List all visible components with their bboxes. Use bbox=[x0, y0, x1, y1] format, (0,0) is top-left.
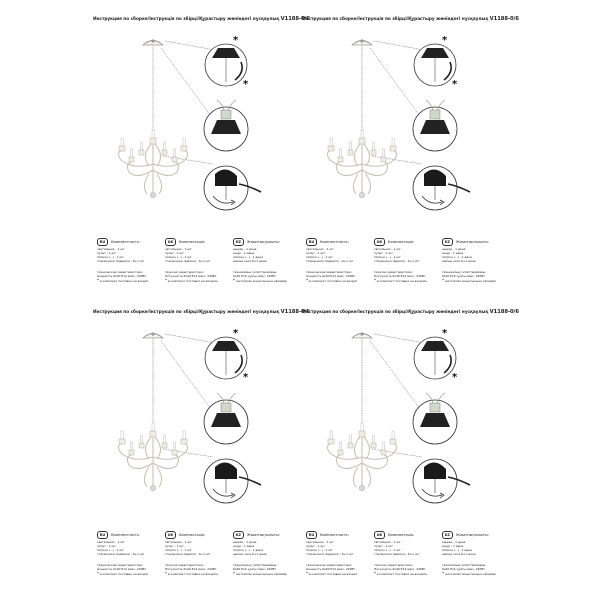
tech-line: мощность 6x40 Е14 макс. 240Вт bbox=[97, 274, 147, 278]
col-uk bbox=[374, 521, 440, 591]
list-item: патрон (...) - 1 шт bbox=[97, 548, 124, 552]
list-item: пульт - 1 шт. bbox=[97, 251, 117, 255]
list-item: світильник - 1 шт bbox=[374, 248, 401, 251]
tech-line: мощность 6x40 Е14 макс. 240Вт bbox=[306, 274, 356, 278]
star-icon: * bbox=[165, 277, 167, 283]
tech-line: 6x40 Е14 қуаты макс. 240Вт bbox=[442, 567, 485, 571]
list-item: стаканчики подвески - 6+1 шт bbox=[306, 552, 354, 556]
list-item: патрон (...) - 1 шт bbox=[306, 255, 333, 259]
col-ru bbox=[306, 228, 372, 298]
list-item: пульт - 1 шт. bbox=[97, 544, 117, 548]
col-ru bbox=[306, 521, 372, 591]
tech-line: 6x40 Е14 қуаты макс. 240Вт bbox=[233, 567, 276, 571]
lang-badge-uk: UK bbox=[374, 238, 385, 245]
callout-star-icon: * bbox=[442, 328, 448, 339]
list-item: світильник - 1 шт bbox=[165, 248, 192, 251]
col-kz bbox=[442, 228, 508, 298]
list-item: шағын кесе 6+1 дана bbox=[233, 259, 267, 263]
tech-line: техникалық сипаттамалары: bbox=[233, 271, 278, 274]
assembly-illustration bbox=[93, 317, 303, 522]
col-uk bbox=[374, 228, 440, 298]
lang-badge-uk: UK bbox=[165, 531, 176, 538]
list-item: шырақ - 1 дана bbox=[233, 248, 257, 251]
list-item: стаканчики підвіски - 6+1 шт bbox=[374, 259, 420, 263]
list-item: стаканчики підвіски - 6+1 шт bbox=[165, 552, 211, 556]
list-item: шнур - 1 дана bbox=[233, 251, 255, 255]
callout-star-icon: * bbox=[233, 35, 239, 46]
list-item: стаканчики подвески - 6+1 шт bbox=[97, 552, 145, 556]
callout-star-icon: * bbox=[243, 79, 249, 90]
list-item: шырақ - 1 дана bbox=[442, 248, 466, 251]
list-item: світильник - 1 шт bbox=[374, 541, 401, 544]
list-item: светильник - 1 шт bbox=[306, 541, 334, 544]
tech-line: 6x40 Е14 қуаты макс. 240Вт bbox=[442, 274, 485, 278]
list-item: пульт - 1 шт. bbox=[165, 251, 185, 255]
tech-line: технические характеристики: bbox=[306, 564, 353, 567]
col-kz bbox=[233, 521, 299, 591]
star-note: * в комплект поставки не входит bbox=[306, 277, 358, 283]
tech-line: техникалық сипаттамалары: bbox=[233, 564, 278, 567]
star-note: * в комплект поставки не входит bbox=[97, 570, 149, 576]
list-item: шағын кесе 6+1 дана bbox=[233, 552, 267, 556]
list-item: патрон (...) - 1 шт bbox=[165, 548, 192, 552]
col-heading: Жиынтықтылығы: bbox=[456, 533, 489, 537]
list-item: патрон (...) - 1 шт bbox=[374, 255, 401, 259]
list-item: стаканчики підвіски - 6+1 шт bbox=[165, 259, 211, 263]
list-item: пульт - 1 шт. bbox=[374, 544, 394, 548]
instruction-panel bbox=[93, 16, 310, 296]
star-note: * в комплект поставки не входить bbox=[374, 277, 428, 283]
assembly-illustration bbox=[302, 24, 512, 229]
list-item: шырақ - 1 дана bbox=[442, 541, 466, 544]
assembly-illustration bbox=[93, 24, 303, 229]
list-item: шырақ - 1 дана bbox=[233, 541, 257, 544]
star-icon: * bbox=[97, 277, 99, 283]
instruction-panel bbox=[93, 309, 310, 589]
col-heading: Жиынтықтылығы: bbox=[247, 533, 280, 537]
panel-title: Инструкция по сборке/Інструкція по збірці/Құрастыру жөніндегі нұсқаулық V1188-0/6 bbox=[302, 309, 519, 315]
star-note: * жеткізілім жиынтығына кірмейді bbox=[442, 570, 496, 576]
lang-badge-kz: KZ bbox=[442, 238, 453, 245]
list-item: светильник - 1 шт bbox=[97, 248, 125, 251]
list-item: шнур - 1 дана bbox=[442, 251, 464, 255]
col-heading: Комплектація: bbox=[388, 240, 415, 244]
col-heading: Комплектація: bbox=[179, 240, 206, 244]
star-icon: * bbox=[374, 277, 376, 283]
tech-line: мощность 6x40 Е14 макс. 240Вт bbox=[306, 567, 356, 571]
list-item: патрон (...) - 1 шт bbox=[306, 548, 333, 552]
star-icon: * bbox=[306, 277, 308, 283]
lang-badge-kz: KZ bbox=[233, 238, 244, 245]
lang-badge-kz: KZ bbox=[233, 531, 244, 538]
lang-badge-ru: RU bbox=[306, 238, 317, 245]
col-uk bbox=[165, 521, 231, 591]
star-icon: * bbox=[97, 570, 99, 576]
tech-line: технічні характеристики: bbox=[374, 564, 413, 567]
list-item: шағын кесе 6+1 дана bbox=[442, 552, 476, 556]
list-item: патрон (...) - 1 дана bbox=[442, 548, 472, 552]
star-note: * жеткізілім жиынтығына кірмейді bbox=[233, 570, 287, 576]
tech-line: 6x40 Е14 қуаты макс. 240Вт bbox=[233, 274, 276, 278]
list-item: стаканчики підвіски - 6+1 шт bbox=[374, 552, 420, 556]
list-item: пульт - 1 шт. bbox=[165, 544, 185, 548]
tech-line: технічні характеристики: bbox=[374, 271, 413, 274]
list-item: патрон (...) - 1 шт bbox=[374, 548, 401, 552]
list-item: шнур - 1 дана bbox=[233, 544, 255, 548]
instruction-panel bbox=[302, 16, 519, 296]
callout-star-icon: * bbox=[452, 372, 458, 383]
tech-line: технічні характеристики: bbox=[165, 564, 204, 567]
star-note: * в комплект поставки не входить bbox=[165, 570, 219, 576]
lang-badge-uk: UK bbox=[374, 531, 385, 538]
col-heading: Жиынтықтылығы: bbox=[456, 240, 489, 244]
star-note: * жеткізілім жиынтығына кірмейді bbox=[233, 277, 287, 283]
callout-star-icon: * bbox=[243, 372, 249, 383]
tech-line: мощность 6x40 Е14 макс. 240Вт bbox=[97, 567, 147, 571]
callout-star-icon: * bbox=[452, 79, 458, 90]
tech-line: технические характеристики: bbox=[97, 271, 144, 274]
tech-line: технические характеристики: bbox=[306, 271, 353, 274]
list-item: світильник - 1 шт bbox=[165, 541, 192, 544]
instruction-panel bbox=[302, 309, 519, 589]
panel-title: Инструкция по сборке/Інструкція по збірці/Құрастыру жөніндегі нұсқаулық V1188-0/6 bbox=[93, 309, 310, 315]
list-item: стаканчики подвески - 6+1 шт bbox=[97, 259, 145, 263]
list-item: патрон (...) - 1 дана bbox=[442, 255, 472, 259]
lang-badge-kz: KZ bbox=[442, 531, 453, 538]
list-item: стаканчики подвески - 6+1 шт bbox=[306, 259, 354, 263]
col-heading: Комплектность: bbox=[320, 533, 349, 537]
list-item: пульт - 1 шт. bbox=[374, 251, 394, 255]
list-item: патрон (...) - 1 дана bbox=[233, 548, 263, 552]
star-note: * в комплект поставки не входить bbox=[165, 277, 219, 283]
star-icon: * bbox=[233, 277, 235, 283]
col-kz bbox=[442, 521, 508, 591]
col-kz bbox=[233, 228, 299, 298]
assembly-illustration bbox=[302, 317, 512, 522]
tech-line: Потужність 6x40 Е14 макс. 240Вт bbox=[165, 567, 217, 571]
lang-badge-uk: UK bbox=[165, 238, 176, 245]
col-heading: Комплектность: bbox=[320, 240, 349, 244]
col-heading: Комплектность: bbox=[111, 240, 140, 244]
tech-line: технические характеристики: bbox=[97, 564, 144, 567]
list-item: пульт - 1 шт. bbox=[306, 251, 326, 255]
star-note: * в комплект поставки не входить bbox=[374, 570, 428, 576]
list-item: патрон (...) - 1 шт bbox=[165, 255, 192, 259]
star-note: * в комплект поставки не входит bbox=[306, 570, 358, 576]
list-item: светильник - 1 шт bbox=[306, 248, 334, 251]
tech-line: техникалық сипаттамалары: bbox=[442, 564, 487, 567]
star-icon: * bbox=[165, 570, 167, 576]
col-heading: Комплектація: bbox=[388, 533, 415, 537]
col-heading: Комплектность: bbox=[111, 533, 140, 537]
callout-star-icon: * bbox=[442, 35, 448, 46]
star-icon: * bbox=[374, 570, 376, 576]
panel-title: Инструкция по сборке/Інструкція по збірці/Құрастыру жөніндегі нұсқаулық V1188-0/6 bbox=[93, 16, 310, 22]
tech-line: Потужність 6x40 Е14 макс. 240Вт bbox=[165, 274, 217, 278]
list-item: патрон (...) - 1 дана bbox=[233, 255, 263, 259]
list-item: пульт - 1 шт. bbox=[306, 544, 326, 548]
col-heading: Жиынтықтылығы: bbox=[247, 240, 280, 244]
star-note: * в комплект поставки не входит bbox=[97, 277, 149, 283]
tech-line: технічні характеристики: bbox=[165, 271, 204, 274]
tech-line: Потужність 6x40 Е14 макс. 240Вт bbox=[374, 567, 426, 571]
list-item: шнур - 1 дана bbox=[442, 544, 464, 548]
star-icon: * bbox=[233, 570, 235, 576]
col-ru bbox=[97, 521, 163, 591]
callout-star-icon: * bbox=[233, 328, 239, 339]
star-icon: * bbox=[442, 277, 444, 283]
panel-title: Инструкция по сборке/Інструкція по збірці/Құрастыру жөніндегі нұсқаулық V1188-0/6 bbox=[302, 16, 519, 22]
col-uk bbox=[165, 228, 231, 298]
star-icon: * bbox=[306, 570, 308, 576]
lang-badge-ru: RU bbox=[97, 531, 108, 538]
tech-line: техникалық сипаттамалары: bbox=[442, 271, 487, 274]
list-item: светильник - 1 шт bbox=[97, 541, 125, 544]
star-note: * жеткізілім жиынтығына кірмейді bbox=[442, 277, 496, 283]
col-heading: Комплектація: bbox=[179, 533, 206, 537]
col-ru bbox=[97, 228, 163, 298]
tech-line: Потужність 6x40 Е14 макс. 240Вт bbox=[374, 274, 426, 278]
list-item: шағын кесе 6+1 дана bbox=[442, 259, 476, 263]
star-icon: * bbox=[442, 570, 444, 576]
lang-badge-ru: RU bbox=[306, 531, 317, 538]
lang-badge-ru: RU bbox=[97, 238, 108, 245]
list-item: патрон (...) - 1 шт bbox=[97, 255, 124, 259]
